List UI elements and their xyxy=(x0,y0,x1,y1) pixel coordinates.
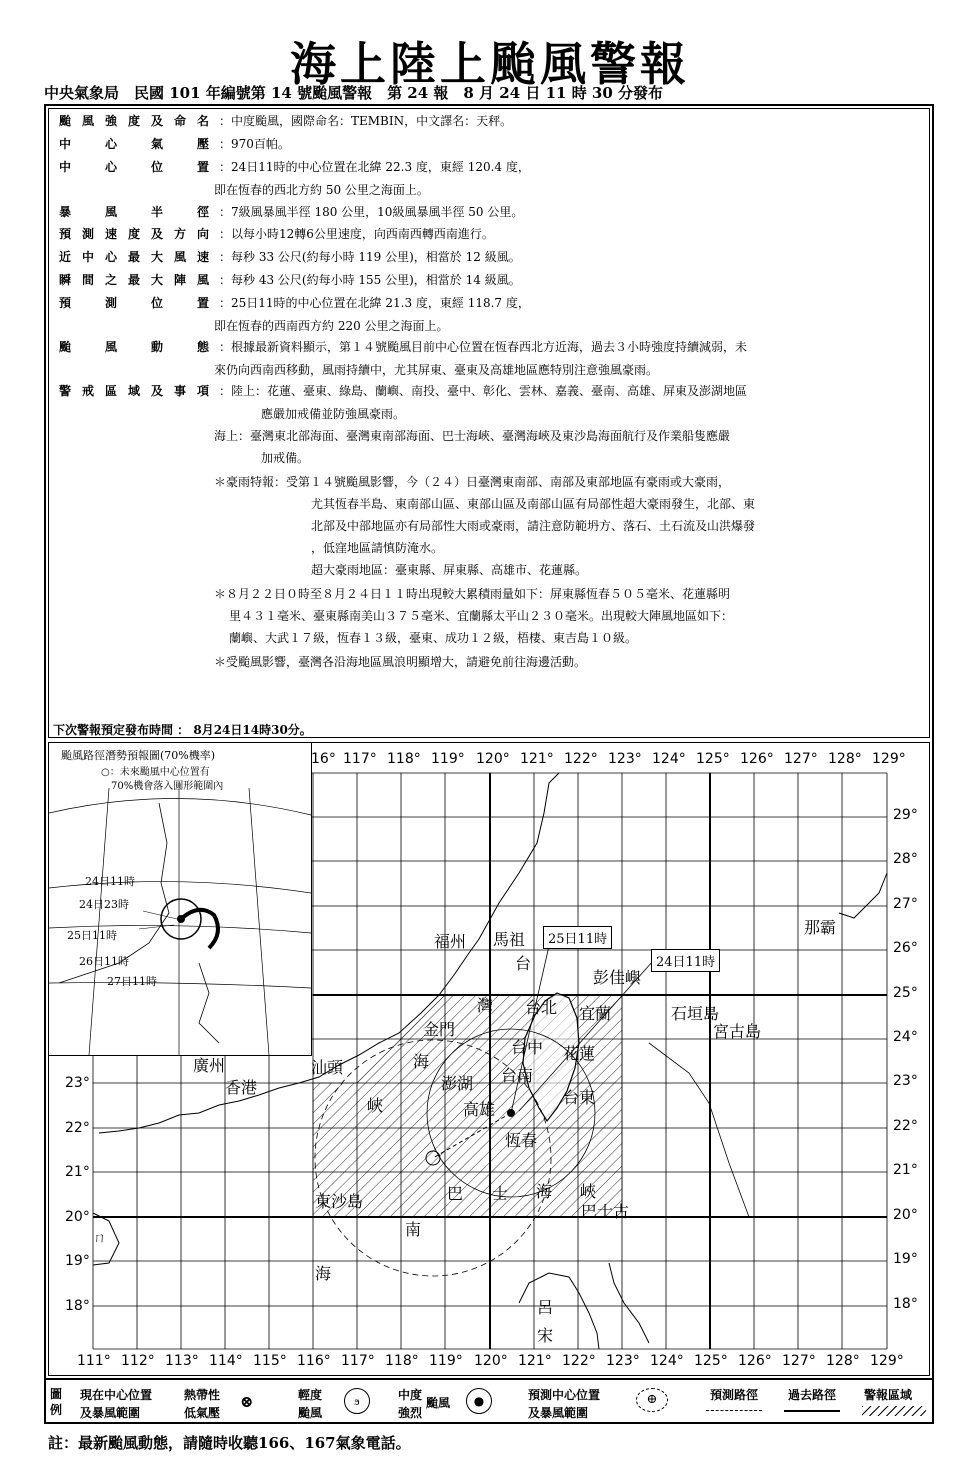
lon-bot-9: 120° xyxy=(474,1353,508,1369)
lat-right-2: 27° xyxy=(893,896,918,912)
rain-line1: ＊豪雨特報：受第１４號颱風影響，今（２４）日臺灣東南部、南部及東部地區有豪雨或大豪雨， xyxy=(214,475,731,489)
lon-top-7: 123° xyxy=(608,751,642,767)
legend-current: 現在中心位置 xyxy=(80,1388,153,1402)
label-pressure: 中心氣壓 xyxy=(59,137,209,151)
place-penghu: 澎湖 xyxy=(441,1074,474,1093)
warn-area-swatch xyxy=(862,1406,926,1416)
label-alert: 警戒區域及事項 xyxy=(59,384,209,398)
place-hualian: 花蓮 xyxy=(563,1044,596,1063)
typhoon-map xyxy=(48,742,930,1376)
lat-left-4: 19° xyxy=(65,1253,90,1269)
lat-left-1: 22° xyxy=(65,1120,90,1136)
sea-line2: 加戒備。 xyxy=(261,451,310,465)
info-box xyxy=(48,108,930,738)
lon-bot-12: 123° xyxy=(606,1353,640,1369)
lon-bot-3: 114° xyxy=(209,1353,243,1369)
inset-label-1: 24日11時 xyxy=(85,875,135,888)
lon-top-13: 129° xyxy=(872,751,906,767)
lon-bot-10: 121° xyxy=(518,1353,552,1369)
legend-mild2: 颱風 xyxy=(298,1406,323,1420)
legend-past-path: 過去路徑 xyxy=(788,1388,837,1402)
legend-bar xyxy=(44,1378,934,1424)
dynamic-cont: 來仍向西南西移動，風雨持續中，尤其屏東、臺東及高雄地區應特別注意強風豪雨。 xyxy=(214,363,659,377)
lat-left-5: 18° xyxy=(65,1298,90,1314)
place-naba: 那霸 xyxy=(804,918,837,937)
lon-bot-18: 129° xyxy=(870,1353,904,1369)
legend-current2: 及暴風範圍 xyxy=(80,1406,141,1420)
place-shi: 士 xyxy=(492,1184,509,1203)
inset-label-3: 25日11時 xyxy=(67,929,117,942)
lon-bot-15: 126° xyxy=(738,1353,772,1369)
inset-label-4: 26日11時 xyxy=(79,955,129,968)
inset-label-5: 27日11時 xyxy=(107,975,157,988)
lon-bot-14: 125° xyxy=(694,1353,728,1369)
lon-top-5: 121° xyxy=(520,751,554,767)
prediction-cont: 即在恆春的西南西方約 220 公里之海面上。 xyxy=(214,319,449,333)
mild-typhoon-icon: ϧ xyxy=(344,1388,370,1414)
place-fuzhou: 福州 xyxy=(434,932,467,951)
lat-right-6: 23° xyxy=(893,1073,918,1089)
lon-top-8: 124° xyxy=(652,751,686,767)
lat-left-3: 20° xyxy=(65,1209,90,1225)
lon-bot-4: 115° xyxy=(253,1353,287,1369)
label-25-11: 25日11時 xyxy=(543,926,612,949)
lon-top-12: 128° xyxy=(828,751,862,767)
value-maxwind: ：每秒 33 公尺(約每小時 119 公里)，相當於 12 級風。 xyxy=(219,250,521,264)
accum-line3: 蘭嶼、大武１７級，恆春１３級，臺東、成功１２級，梧棲、東吉島１０級。 xyxy=(229,631,638,645)
lon-top-6: 122° xyxy=(564,751,598,767)
place-ba: 巴 xyxy=(447,1184,464,1203)
value-dynamic: ：根據最新資料顯示，第１４號颱風目前中心位置在恆春西北方近海，過去３小時強度持續減弱，未 xyxy=(219,340,748,354)
lon-top-2: 118° xyxy=(387,751,421,767)
legend-warn-area: 警報區域 xyxy=(864,1388,913,1402)
strong-typhoon-icon: ● xyxy=(466,1388,492,1414)
place-taidong: 台東 xyxy=(563,1088,596,1107)
legend-pred2: 及暴風範圍 xyxy=(528,1406,589,1420)
page-title: 海上陸上颱風警報 xyxy=(290,37,690,91)
position-cont: 即在恆春的西北方約 50 公里之海面上。 xyxy=(214,183,429,197)
place-xianggang: 香港 xyxy=(225,1078,258,1097)
inset-label-2: 24日23時 xyxy=(79,898,129,911)
legend-pred: 預測中心位置 xyxy=(528,1388,601,1402)
place-shantou: 汕頭 xyxy=(311,1058,344,1077)
ryukyu-islands xyxy=(839,873,887,918)
place-yilan: 宜蘭 xyxy=(579,1004,612,1023)
past-path-line xyxy=(784,1410,840,1412)
lon-top-10: 126° xyxy=(740,751,774,767)
lon-top-3: 119° xyxy=(431,751,465,767)
place-xia-strait: 峽 xyxy=(367,1096,384,1115)
lon-top-4: 120° xyxy=(476,751,510,767)
issue-header: 中央氣象局 民國 101 年編號第 14 號颱風警報 第 24 報 8 月 24 日 11 時 30 分發布 xyxy=(44,84,664,102)
place-nan: 南 xyxy=(405,1220,422,1239)
sea-line1: 海上：臺灣東北部海面、臺灣東南部海面、巴士海峽、臺灣海峽及東沙島海面航行及作業船隻應嚴 xyxy=(214,429,731,443)
lon-bot-16: 127° xyxy=(782,1353,816,1369)
inset-map xyxy=(49,743,312,1056)
sea-warning: ＊受颱風影響，臺灣各沿海地區風浪明顯增大，請避免前往海邊活動。 xyxy=(214,655,587,669)
legend-td: 熱帶性 xyxy=(184,1388,221,1402)
rain-line3: 北部及中部地區亦有局部性大雨或豪雨，請注意防範坍方、落石、土石流及山洪爆發 xyxy=(311,519,756,533)
rain-line2: 尤其恆春半島、東南部山區、東部山區及南部山區有局部性超大豪雨發生，北部、東 xyxy=(311,497,756,511)
value-speed: ：以每小時12轉6公里速度，向西南西轉西南進行。 xyxy=(219,227,494,241)
pred-path-line xyxy=(706,1410,762,1411)
accum-line1: ＊８月２２日０時至８月２４日１１時出現較大累積雨量如下：屏東縣恆春５０５毫米、花蓮縣明 xyxy=(214,587,731,601)
legend-head: 圖例 xyxy=(50,1387,63,1417)
place-xia-bashi: 峽 xyxy=(580,1182,597,1201)
label-24-11: 24日11時 xyxy=(651,949,720,972)
place-hengchun: 恆春 xyxy=(505,1131,538,1150)
legend-typhoon: 颱風 xyxy=(426,1396,451,1410)
place-wan: 灣 xyxy=(477,996,494,1015)
place-lv: 呂 xyxy=(537,1298,554,1317)
lat-right-3: 26° xyxy=(893,940,918,956)
place-pengjia: 彭佳嶼 xyxy=(593,968,642,987)
lat-left-2: 21° xyxy=(65,1164,90,1180)
label-position: 中心位置 xyxy=(59,160,209,174)
place-gongu: 宮古島 xyxy=(713,1022,762,1041)
place-hai-strait: 海 xyxy=(413,1052,430,1071)
place-tainan: 台南 xyxy=(501,1066,534,1085)
lat-right-5: 24° xyxy=(893,1029,918,1045)
next-report-time: 下次警報預定發布時間 ： 8月24日14時30分。 xyxy=(53,723,312,737)
rain-line4: ，低窪地區請慎防淹水。 xyxy=(311,541,444,555)
lat-right-11: 18° xyxy=(893,1296,918,1312)
place-dongsha: 東沙島 xyxy=(315,1192,364,1211)
value-radius: ：7級風暴風半徑 180 公里，10級風暴風半徑 50 公里。 xyxy=(219,205,524,219)
lat-right-9: 20° xyxy=(893,1207,918,1223)
lon-top-11: 127° xyxy=(784,751,818,767)
lon-bot-7: 118° xyxy=(385,1353,419,1369)
label-radius: 暴風半徑 xyxy=(59,205,209,219)
td-symbol-icon: ⊗ xyxy=(240,1392,254,1411)
lat-right-8: 21° xyxy=(893,1162,918,1178)
place-edge-mark: ㄇ xyxy=(93,1231,107,1246)
legend-mod2: 強烈 xyxy=(398,1406,423,1420)
lon-bot-13: 124° xyxy=(650,1353,684,1369)
label-dynamic: 颱風動態 xyxy=(59,340,209,354)
label-strength: 颱風強度及命名 xyxy=(59,114,209,128)
inset-title: 颱風路徑潛勢預報圖(70%機率) xyxy=(61,749,216,762)
predicted-center-icon: ⊕ xyxy=(636,1388,668,1412)
lat-right-0: 29° xyxy=(893,807,918,823)
legend-td2: 低氣壓 xyxy=(184,1406,221,1420)
place-tai: 台 xyxy=(515,954,532,973)
lon-bot-0: 111° xyxy=(77,1353,111,1369)
accum-line2: 里４３１毫米、臺東縣南美山３７５毫米、宜蘭縣太平山２３０毫米。出現較大陣風地區如下： xyxy=(229,609,734,623)
value-strength: ：中度颱風，國際命名：TEMBIN，中文譯名：天秤。 xyxy=(219,114,513,128)
lon-bot-8: 119° xyxy=(429,1353,463,1369)
place-jinmen: 金門 xyxy=(423,1020,456,1039)
lon-bot-2: 113° xyxy=(165,1353,199,1369)
value-pressure: ：970百帕。 xyxy=(219,137,290,151)
lon-bot-11: 122° xyxy=(562,1353,596,1369)
label-maxwind: 近中心最大風速 xyxy=(59,250,209,264)
place-taibei: 台北 xyxy=(525,998,558,1017)
land-cont: 應嚴加戒備並防強風豪雨。 xyxy=(261,407,406,421)
label-speed: 預測速度及方向 xyxy=(59,227,209,241)
legend-mod: 中度 xyxy=(398,1388,423,1402)
place-gaoxiong: 高雄 xyxy=(463,1100,496,1119)
legend-pred-path: 預測路徑 xyxy=(710,1388,759,1402)
legend-mild: 輕度 xyxy=(298,1388,323,1402)
lon-bot-5: 116° xyxy=(297,1353,331,1369)
east-coast-lines xyxy=(649,1043,749,1217)
inset-note1: ○：未來颱風中心位置有 xyxy=(101,767,210,778)
lon-top-0: 16° xyxy=(311,751,336,767)
value-position: ：24日11時的中心位置在北緯 22.3 度，東經 120.4 度， xyxy=(219,160,530,174)
place-shiyuan: 石垣島 xyxy=(671,1004,720,1023)
label-gust: 瞬間之最大陣風 xyxy=(59,273,209,287)
lon-bot-1: 112° xyxy=(121,1353,155,1369)
place-mazu: 馬祖 xyxy=(493,930,526,949)
place-taizhong: 台中 xyxy=(511,1038,544,1057)
lat-right-4: 25° xyxy=(893,985,918,1001)
lon-bot-17: 128° xyxy=(826,1353,860,1369)
lon-top-1: 117° xyxy=(343,751,377,767)
rain-line5: 超大豪雨地區：臺東縣、屏東縣、高雄市、花蓮縣。 xyxy=(311,563,588,577)
lat-right-1: 28° xyxy=(893,851,918,867)
lon-bot-6: 117° xyxy=(341,1353,375,1369)
value-land: ：陸上：花蓮、臺東、綠島、蘭嶼、南投、臺中、彰化、雲林、嘉義、臺南、高雄、屏東及澎湖地區 xyxy=(219,384,748,398)
place-guangzhou: 廣州 xyxy=(193,1056,226,1075)
value-gust: ：每秒 43 公尺(約每小時 155 公里)，相當於 14 級風。 xyxy=(219,273,521,287)
lat-right-7: 22° xyxy=(893,1118,918,1134)
inset-note2: 70%機會落入圓形範圍內 xyxy=(111,781,224,792)
place-hai-south: 海 xyxy=(315,1264,332,1283)
label-prediction: 預測位置 xyxy=(59,296,209,310)
place-song: 宋 xyxy=(537,1326,554,1345)
place-hai-bashi: 海 xyxy=(536,1182,553,1201)
value-prediction: ：25日11時的中心位置在北緯 21.3 度，東經 118.7 度， xyxy=(219,296,530,310)
lat-left-0: 23° xyxy=(65,1075,90,1091)
lon-top-9: 125° xyxy=(696,751,730,767)
footer-note: 註：最新颱風動態，請隨時收聽166、167氣象電話。 xyxy=(48,1434,411,1452)
place-bashigu: 巴士古 xyxy=(581,1202,630,1221)
lat-right-10: 19° xyxy=(893,1251,918,1267)
